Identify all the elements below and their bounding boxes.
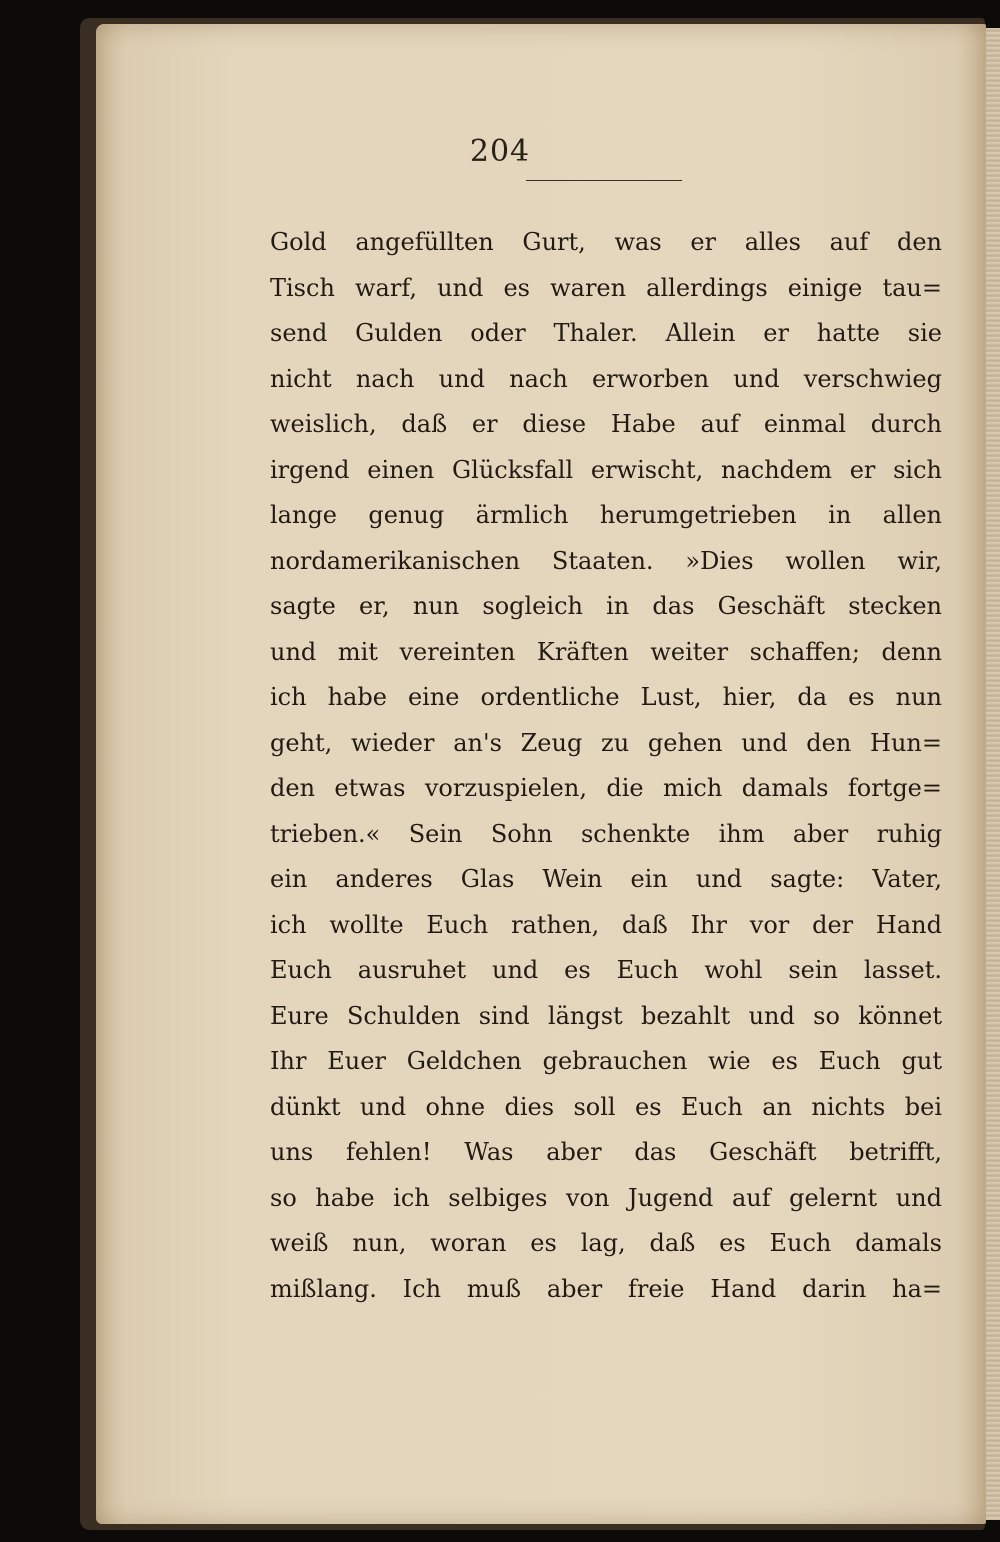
text-line: ich wollte Euch rathen, daß Ihr vor der Hand [270, 910, 942, 939]
text-line: Eure Schulden sind längst bezahlt und so könnet [270, 1001, 942, 1030]
text-line: uns fehlen! Was aber das Geschäft betrifft, [270, 1138, 942, 1166]
header-rule [526, 180, 682, 181]
text-line: weiß nun, woran es lag, daß es Euch damals [270, 1229, 942, 1257]
text-line: nicht nach und nach erworben und verschwieg [270, 364, 942, 393]
page-edges [986, 28, 1000, 1520]
text-line: lange genug ärmlich herumgetrieben in allen [270, 501, 942, 529]
text-line: irgend einen Glücksfall erwischt, nachdem er sich [270, 455, 942, 484]
text-line: Gold angefüllten Gurt, was er alles auf den [270, 228, 942, 256]
text-line: ein anderes Glas Wein ein und sagte: Vater, [270, 865, 942, 893]
text-line: send Gulden oder Thaler. Allein er hatte sie [270, 319, 942, 347]
text-line: Euch ausruhet und es Euch wohl sein lasset. [270, 956, 942, 984]
text-line: mißlang. Ich muß aber freie Hand darin ha= [270, 1274, 942, 1303]
text-line: und mit vereinten Kräften weiter schaffen; denn [270, 637, 942, 666]
page-number: 204 [469, 134, 531, 169]
text-line: sagte er, nun sogleich in das Geschäft stecken [270, 592, 942, 620]
text-line: geht, wieder an's Zeug zu gehen und den Hun= [270, 728, 942, 757]
text-line: ich habe eine ordentliche Lust, hier, da es nun [270, 683, 942, 711]
text-line: nordamerikanischen Staaten. »Dies wollen wir, [270, 546, 942, 575]
text-line: Ihr Euer Geldchen gebrauchen wie es Euch gut [270, 1047, 942, 1075]
text-line: weislich, daß er diese Habe auf einmal durch [270, 410, 942, 438]
text-line: Tisch warf, und es waren allerdings einige tau= [270, 273, 942, 302]
text-line: so habe ich selbiges von Jugend auf gelernt und [270, 1183, 942, 1212]
body-text [270, 220, 942, 1312]
text-line: den etwas vorzuspielen, die mich damals fortge= [270, 774, 942, 802]
text-line: dünkt und ohne dies soll es Euch an nichts bei [270, 1092, 942, 1121]
text-line: trieben.« Sein Sohn schenkte ihm aber ruhig [270, 819, 942, 848]
